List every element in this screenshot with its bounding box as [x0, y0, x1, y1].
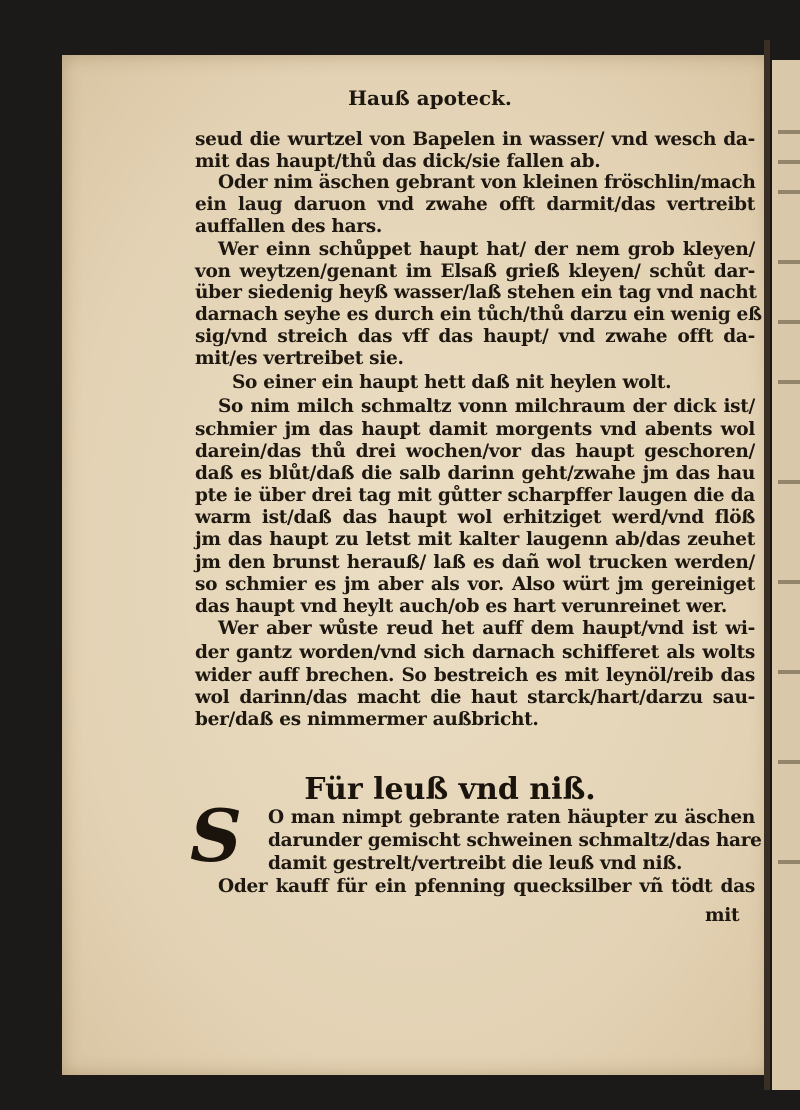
text-line: seud die wurtzel von Bapelen in wasser/ vnd wesch da- [195, 129, 755, 150]
text-line: der gantz worden/vnd sich darnach schifferet als wolts [195, 642, 755, 663]
text-line: das haupt vnd heylt auch/ob es hart verunreinet wer. [195, 596, 728, 617]
text-line: sig/vnd streich das vff das haupt/ vnd zwahe offt da- [195, 326, 755, 347]
text-line: So einer ein haupt hett daß nit heylen wolt. [232, 372, 672, 393]
text-line: darein/das thů drei wochen/vor das haupt geschoren/ [195, 441, 755, 462]
text-line: daß es blůt/daß die salb darinn geht/zwahe jm das hau [195, 463, 755, 484]
text-line: jm den brunst herauß/ laß es dañ wol trucken werden/ [195, 552, 755, 573]
text-line: Oder kauff für ein pfenning quecksilber vñ tödt das [218, 876, 755, 897]
page-gutter [764, 40, 770, 1090]
text-line: O man nimpt gebrante raten häupter zu äschen [268, 807, 755, 828]
text-line: schmier jm das haupt damit morgents vnd abents wol [195, 419, 755, 440]
section-heading: Für leuß vnd niß. [304, 772, 596, 807]
text-line: ber/daß es nimmermer außbricht. [195, 709, 539, 730]
text-line: Oder nim äschen gebrant von kleinen fröschlin/mach [218, 172, 756, 193]
text-line: darunder gemischt schweinen schmaltz/das hare [268, 830, 762, 851]
text-line: über siedenig heyß wasser/laß stehen ein tag vnd nacht [195, 282, 757, 303]
text-line: von weytzen/genant im Elsaß grieß kleyen/ schůt dar- [195, 261, 755, 282]
text-line: auffallen des hars. [195, 216, 382, 237]
text-line: darnach seyhe es durch ein tůch/thů darzu ein wenig eß [195, 304, 762, 325]
text-line: pte ie über drei tag mit gůtter scharpffer laugen die da [195, 485, 755, 506]
running-head: Hauß apoteck. [348, 86, 512, 110]
text-line: So nim milch schmaltz vonn milchraum der dick ist/ [218, 396, 755, 417]
drop-cap: S [190, 793, 242, 878]
text-line: ein laug daruon vnd zwahe offt darmit/das vertreibt [195, 194, 755, 215]
catchword: mit [705, 905, 740, 926]
text-line: wol darinn/das macht die haut starck/hart/darzu sau- [195, 687, 755, 708]
text-line: jm das haupt zu letst mit kalter laugenn ab/das zeuhet [195, 529, 755, 550]
text-line: Wer einn schůppet haupt hat/ der nem grob kleyen/ [218, 239, 755, 260]
text-line: mit das haupt/thů das dick/sie fallen ab. [195, 151, 601, 172]
text-line: warm ist/daß das haupt wol erhitziget werd/vnd flöß [195, 507, 755, 528]
text-line: damit gestrelt/vertreibt die leuß vnd niß. [268, 853, 683, 874]
facing-page-edge [772, 60, 800, 1090]
text-line: wider auff brechen. So bestreich es mit leynöl/reib das [195, 665, 755, 686]
text-line: Wer aber wůste reud het auff dem haupt/vnd ist wi- [218, 618, 755, 639]
text-line: so schmier es jm aber als vor. Also würt jm gereiniget [195, 574, 755, 595]
text-line: mit/es vertreibet sie. [195, 348, 404, 369]
